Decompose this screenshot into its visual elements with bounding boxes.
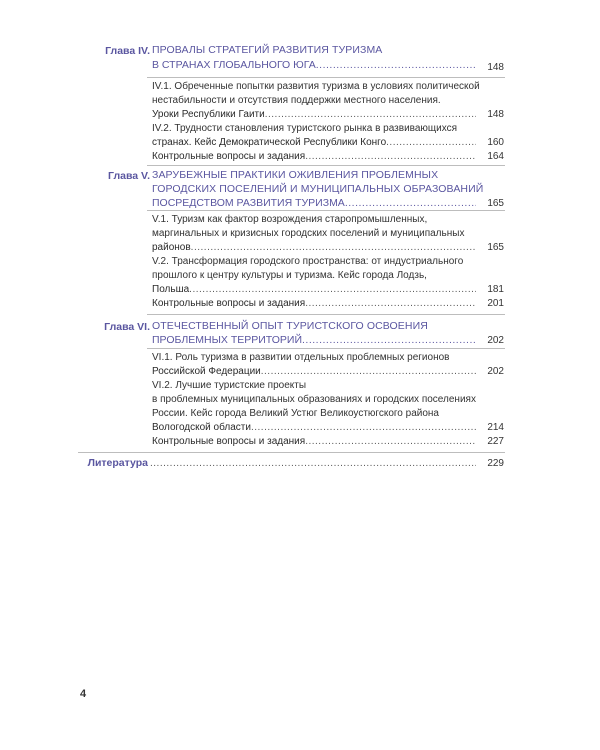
chapter-title-line: ПРОВАЛЫ СТРАТЕГИЙ РАЗВИТИЯ ТУРИЗМА [152,44,383,56]
divider [147,77,505,78]
section-line: в проблемных муниципальных образованиях и городских поселениях [152,394,476,405]
chapter-label: Глава VI. [104,321,150,333]
chapter-title-line: ОТЕЧЕСТВЕННЫЙ ОПЫТ ТУРИСТСКОГО ОСВОЕНИЯ [152,320,428,332]
section-line: районов [152,242,191,253]
section-line: Контрольные вопросы и задания [152,436,306,447]
chapter-title-leader[interactable] [152,197,476,210]
chapter-title-line: ГОРОДСКИХ ПОСЕЛЕНИЙ И МУНИЦИПАЛЬНЫХ ОБРАЗОВАНИЙ [152,183,484,195]
section-leader[interactable] [152,365,476,378]
section-leader[interactable] [152,136,476,149]
section-page: 202 [487,366,504,377]
literature-label: Литература [87,457,148,469]
divider [78,452,505,453]
divider [147,210,505,211]
section-leader[interactable] [152,108,476,121]
section-line: VI.2. Лучшие туристские проекты [152,380,307,391]
section-leader[interactable] [152,283,476,296]
section-page: 214 [487,422,504,433]
divider [147,314,505,315]
section-leader[interactable] [152,241,476,254]
section-leader[interactable] [152,421,476,434]
chapter-title-line: В СТРАНАХ ГЛОБАЛЬНОГО ЮГА [152,59,316,71]
section-page: 165 [487,242,504,253]
section-leader[interactable] [152,297,476,310]
section-page: 148 [487,109,504,120]
section-line: Российской Федерации [152,366,261,377]
section-line: России. Кейс города Великий Устюг Великоустюгского района [152,408,439,419]
chapter-title-line: ЗАРУБЕЖНЫЕ ПРАКТИКИ ОЖИВЛЕНИЯ ПРОБЛЕМНЫХ [152,169,439,181]
section-line: Вологодской области [152,422,251,433]
section-line: VI.1. Роль туризма в развитии отдельных проблемных регионов [152,352,450,363]
section-line: маргинальных и кризисных городских поселений и муниципальных [152,228,465,239]
section-page: 160 [487,137,504,148]
section-leader[interactable] [152,150,476,163]
page-number: 4 [80,688,87,700]
section-line: V.1. Туризм как фактор возрождения старопромышленных, [152,214,428,225]
chapter-page: 148 [487,62,504,73]
literature-page: 229 [487,458,504,469]
literature-leader[interactable] [150,457,476,470]
divider [147,165,505,166]
chapter-title-line: ПОСРЕДСТВОМ РАЗВИТИЯ ТУРИЗМА [152,197,345,209]
section-line: прошлого к центру культуры и туризма. Кейс города Лодзь, [152,270,427,281]
section-line: Контрольные вопросы и задания [152,298,306,309]
section-page: 181 [487,284,504,295]
section-line: IV.2. Трудности становления туристского рынка в развивающихся [152,123,458,134]
chapter-page: 202 [487,335,504,346]
chapter-title-leader[interactable] [152,59,476,72]
divider [147,348,505,349]
chapter-title-line: ПРОБЛЕМНЫХ ТЕРРИТОРИЙ [152,334,302,346]
section-line: Польша [152,284,190,295]
section-line: странах. Кейс Демократической Республики Конго [152,137,387,148]
chapter-page: 165 [487,198,504,209]
chapter-title-leader[interactable] [152,334,476,347]
section-line: Контрольные вопросы и задания [152,151,306,162]
section-line: Уроки Республики Гаити [152,109,265,120]
section-page: 227 [487,436,504,447]
chapter-label: Глава V. [108,170,150,182]
section-line: IV.1. Обреченные попытки развития туризма в условиях политической [152,81,480,92]
section-page: 164 [487,151,504,162]
chapter-label: Глава IV. [105,45,150,57]
section-line: V.2. Трансформация городского пространства: от индустриального [152,256,464,267]
section-page: 201 [487,298,504,309]
section-leader[interactable] [152,435,476,448]
section-line: нестабильности и отсутствия поддержки местного населения. [152,95,441,106]
